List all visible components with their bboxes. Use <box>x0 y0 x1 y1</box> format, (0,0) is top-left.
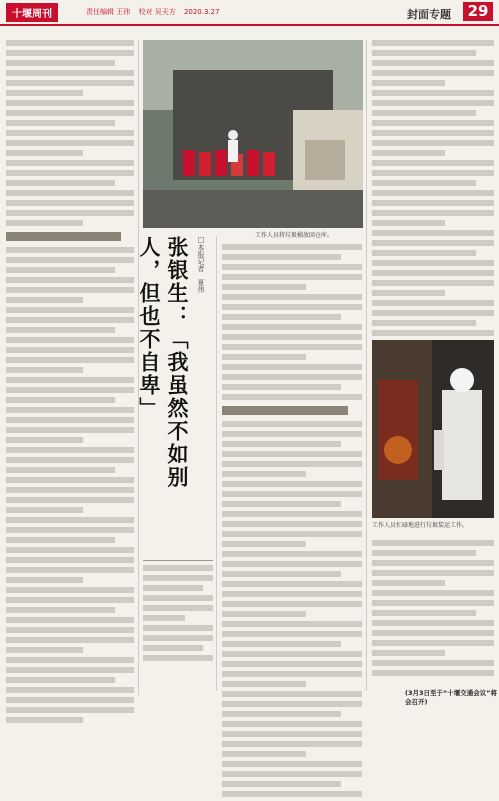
body-column-1 <box>6 40 134 727</box>
article-headline: 张银生：「我虽然不如别人，但也不自卑」 <box>137 236 190 489</box>
column-rule <box>366 40 367 691</box>
top-photo <box>143 40 363 228</box>
article-byline: □本报记者 夏伟 <box>197 236 205 293</box>
body-column-3 <box>372 40 494 360</box>
section-title: 封面专题 <box>407 8 451 21</box>
proofreader-credit: 校对 吴天方 <box>138 8 176 16</box>
body-column-2 <box>222 244 362 801</box>
bottom-photo <box>372 340 494 518</box>
body-column-3-continued <box>372 540 494 680</box>
subheading <box>6 232 121 241</box>
column-rule <box>216 236 217 691</box>
top-photo-caption: 工作人员将垃圾桶放回仓库。 <box>255 232 334 239</box>
subheading <box>222 406 348 415</box>
page-number: 29 <box>463 2 493 21</box>
bottom-photo-caption: 工作人员忙碌地进行垃圾装运工作。 <box>372 522 469 529</box>
editor-credit: 责任编辑 王玮 <box>86 8 131 16</box>
waste-warehouse-photo <box>143 40 363 228</box>
masthead <box>0 0 499 26</box>
worker-loading-photo <box>372 340 494 518</box>
issue-meta <box>86 7 226 17</box>
pull-quote <box>143 560 213 665</box>
issue-date: 2020.3.27 <box>183 8 220 16</box>
brand-label: 十堰周刊 <box>6 3 58 22</box>
footer-note: (3月3日至于“十堰交通会议”将会召开) <box>405 689 498 706</box>
